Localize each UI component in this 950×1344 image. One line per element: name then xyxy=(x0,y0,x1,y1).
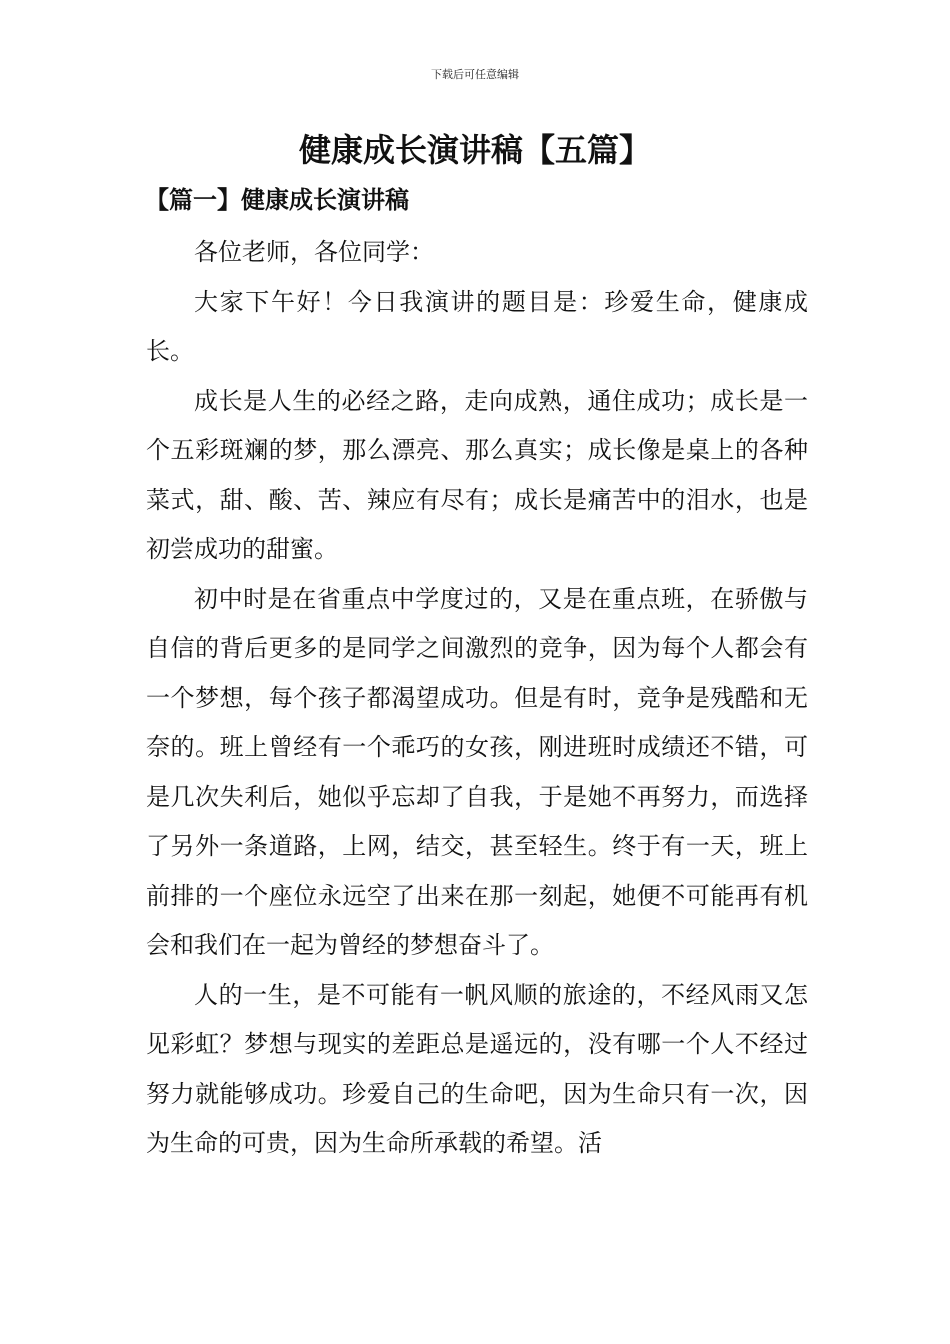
section-heading: 【篇一】健康成长演讲稿 xyxy=(145,185,409,214)
paragraph-opening: 大家下午好！今日我演讲的题目是：珍爱生命，健康成长。 xyxy=(146,287,808,365)
body-text xyxy=(146,228,808,1169)
paragraph-greeting: 各位老师，各位同学： xyxy=(194,238,434,266)
paragraph-story: 初中时是在省重点中学度过的，又是在重点班，在骄傲与自信的背后更多的是同学之间激烈的竞争，因为每个人都会有一个梦想，每个孩子都渴望成功。但是有时，竞争是残酷和无奈的。班上曾经有一个乖巧的女孩，刚进班时成绩还不错，可是几次失利后，她似乎忘却了自我，于是她不再努力，而选择了另外一条道路，上网，结交，甚至轻生。终于有一天，班上前排的一个座位永远空了出来在那一刻起，她便不可能再有机会和我们在一起为曾经的梦想奋斗了。 xyxy=(146,584,808,959)
paragraph-life: 人的一生，是不可能有一帆风顺的旅途的，不经风雨又怎见彩虹？梦想与现实的差距总是遥远的，没有哪一个人不经过努力就能够成功。珍爱自己的生命吧，因为生命只有一次，因为生命的可贵，因为生命所承载的希望。活 xyxy=(146,980,808,1157)
header-note: 下载后可任意编辑 xyxy=(431,68,519,81)
paragraph-growth: 成长是人生的必经之路，走向成熟，通住成功；成长是一个五彩斑斓的梦，那么漂亮、那么真实；成长像是桌上的各种菜式，甜、酸、苦、辣应有尽有；成长是痛苦中的泪水，也是初尝成功的甜蜜。 xyxy=(146,386,808,563)
document-title: 健康成长演讲稿【五篇】 xyxy=(298,131,651,169)
